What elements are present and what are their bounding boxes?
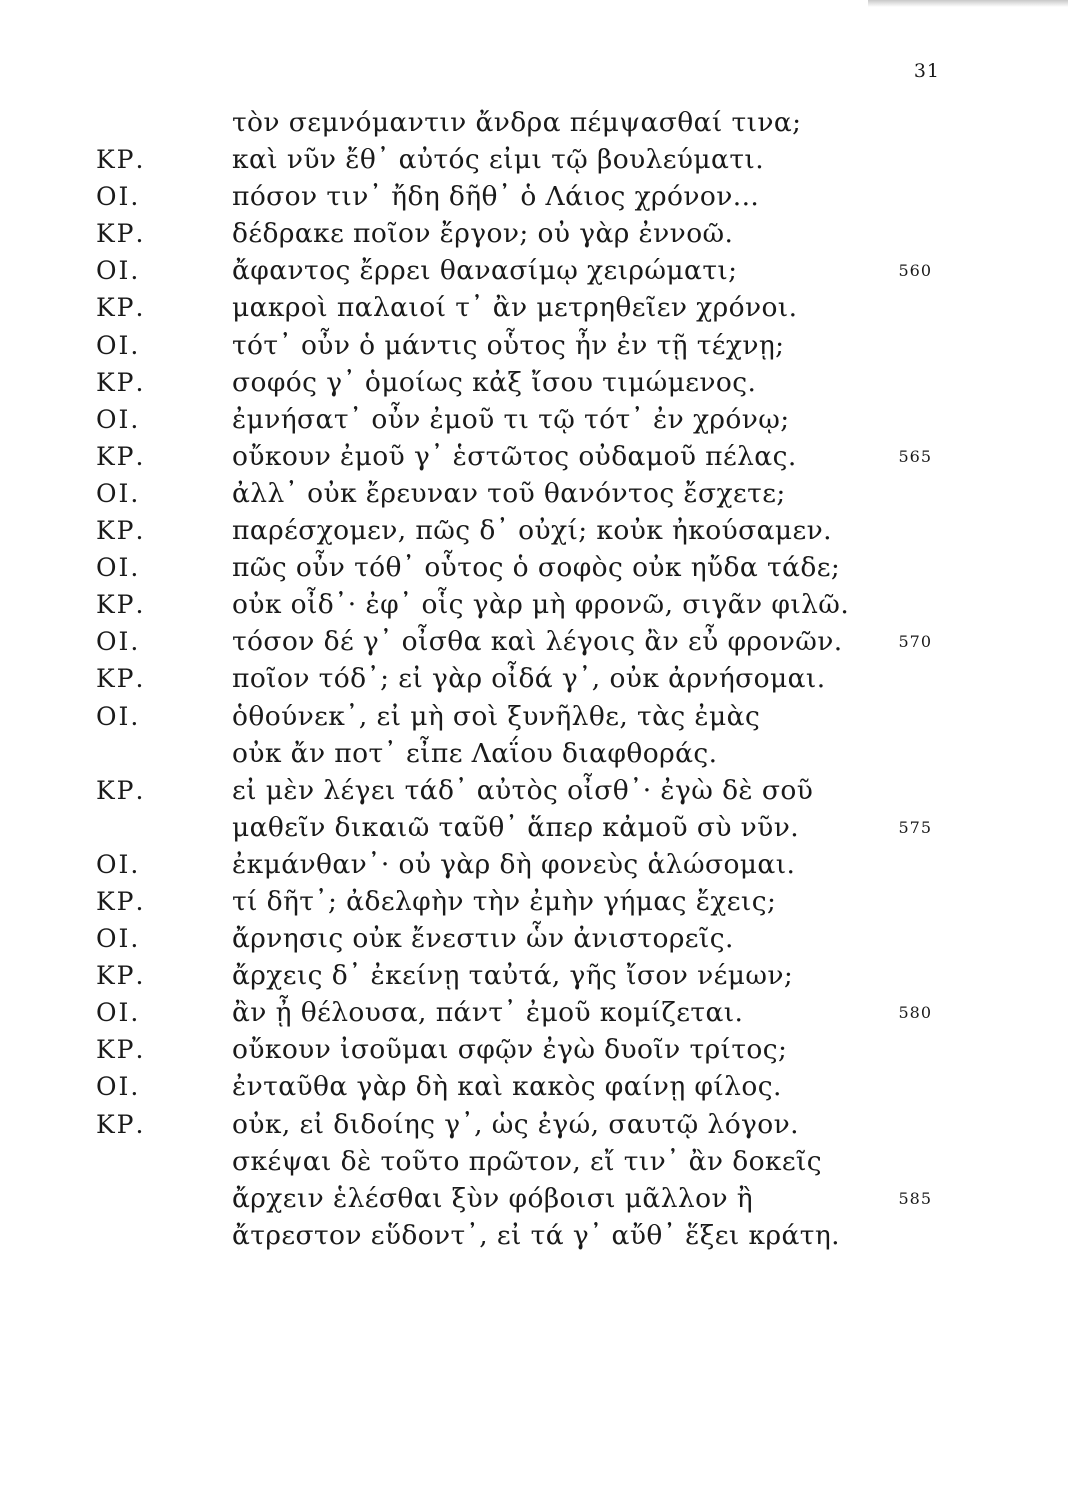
speaker-label: ΚΡ.	[96, 145, 146, 175]
verse-text: μακροὶ παλαιοί τ᾽ ἂν μετρηθεῖεν χρόνοι.	[232, 292, 798, 324]
verse-text: οὔκουν ἰσοῦμαι σφῷν ἐγὼ δυοῖν τρίτος;	[232, 1034, 788, 1066]
speaker-label: ΟΙ.	[96, 627, 141, 657]
verse-text: τὸν σεμνόμαντιν ἄνδρα πέμψασθαί τινα;	[232, 107, 802, 138]
verse-line	[0, 883, 1068, 920]
verse-line	[0, 994, 1068, 1031]
speaker-label: ΚΡ.	[96, 775, 146, 805]
verse-text: σκέψαι δὲ τοῦτο πρῶτον, εἴ τιν᾽ ἂν δοκεῖς	[232, 1145, 823, 1177]
verse-text: οὔκουν ἐμοῦ γ᾽ ἑστῶτος οὐδαμοῦ πέλας.	[232, 440, 797, 472]
speaker-label: ΟΙ.	[96, 998, 141, 1028]
verse-text: ὁθούνεκ᾽, εἰ μὴ σοὶ ξυνῆλθε, τὰς ἐμὰς	[232, 700, 761, 732]
verse-line	[0, 401, 1068, 438]
verse-block	[0, 104, 1068, 1254]
verse-line	[0, 957, 1068, 994]
verse-text: ἂν ᾖ θέλουσα, πάντ᾽ ἐμοῦ κομίζεται.	[232, 997, 744, 1029]
verse-line	[0, 846, 1068, 883]
verse-line	[0, 178, 1068, 215]
verse-line	[0, 698, 1068, 735]
page-top-edge-shadow	[868, 0, 1068, 7]
verse-text: ἀλλ᾽ οὐκ ἔρευναν τοῦ θανόντος ἔσχετε;	[232, 477, 786, 509]
verse-text: οὐκ ἄν ποτ᾽ εἶπε Λαΐου διαφθοράς.	[232, 737, 718, 769]
speaker-label: ΚΡ.	[96, 219, 146, 249]
verse-text: ἄφαντος ἔρρει θανασίμῳ χειρώματι;	[232, 255, 738, 287]
verse-line	[0, 1180, 1068, 1217]
verse-text: δέδρακε ποῖον ἔργον; οὐ γὰρ ἐννοῶ.	[232, 218, 734, 250]
speaker-label: ΚΡ.	[96, 1109, 146, 1139]
verse-text: οὐκ, εἰ διδοίης γ᾽, ὡς ἐγώ, σαυτῷ λόγον.	[232, 1108, 799, 1140]
verse-line	[0, 327, 1068, 364]
verse-text: ἐμνήσατ᾽ οὖν ἐμοῦ τι τῷ τότ᾽ ἐν χρόνῳ;	[232, 403, 790, 435]
speaker-label: ΟΙ.	[96, 924, 141, 954]
line-number: 565	[898, 446, 932, 466]
verse-line	[0, 772, 1068, 809]
speaker-label: ΚΡ.	[96, 590, 146, 620]
line-number: 575	[898, 817, 932, 837]
verse-line	[0, 364, 1068, 401]
verse-text: μαθεῖν δικαιῶ ταῦθ᾽ ἅπερ κἀμοῦ σὺ νῦν.	[232, 811, 800, 843]
verse-text: ἄτρεστον εὕδοντ᾽, εἰ τά γ᾽ αὔθ᾽ ἕξει κράτη.	[232, 1219, 840, 1251]
verse-text: ἄρχεις δ᾽ ἐκείνῃ ταὐτά, γῆς ἴσον νέμων;	[232, 960, 794, 992]
verse-line	[0, 623, 1068, 660]
speaker-label: ΟΙ.	[96, 553, 141, 583]
verse-line	[0, 735, 1068, 772]
verse-line	[0, 549, 1068, 586]
verse-line	[0, 660, 1068, 697]
speaker-label: ΟΙ.	[96, 256, 141, 286]
verse-line	[0, 586, 1068, 623]
verse-line	[0, 438, 1068, 475]
speaker-label: ΟΙ.	[96, 1072, 141, 1102]
speaker-label: ΟΙ.	[96, 701, 141, 731]
verse-text: τόσον δέ γ᾽ οἶσθα καὶ λέγοις ἂν εὖ φρονῶν.	[232, 626, 843, 658]
verse-line	[0, 252, 1068, 289]
verse-text: καὶ νῦν ἔθ᾽ αὐτός εἰμι τῷ βουλεύματι.	[232, 144, 765, 176]
verse-line	[0, 289, 1068, 326]
verse-text: οὐκ οἶδ᾽· ἐφ᾽ οἷς γὰρ μὴ φρονῶ, σιγᾶν φιλῶ.	[232, 589, 850, 621]
verse-line	[0, 1217, 1068, 1254]
verse-text: ἄρνησις οὐκ ἔνεστιν ὧν ἀνιστορεῖς.	[232, 923, 734, 955]
speaker-label: ΚΡ.	[96, 1035, 146, 1065]
verse-text: παρέσχομεν, πῶς δ᾽ οὐχί; κοὐκ ἠκούσαμεν.	[232, 515, 832, 547]
verse-line	[0, 1143, 1068, 1180]
speaker-label: ΚΡ.	[96, 664, 146, 694]
speaker-label: ΚΡ.	[96, 961, 146, 991]
speaker-label: ΟΙ.	[96, 182, 141, 212]
verse-line	[0, 512, 1068, 549]
line-number: 570	[898, 632, 932, 652]
verse-text: εἰ μὲν λέγει τάδ᾽ αὐτὸς οἶσθ᾽· ἐγὼ δὲ σοῦ	[232, 774, 814, 806]
line-number: 580	[898, 1003, 932, 1023]
verse-text: ἄρχειν ἑλέσθαι ξὺν φόβοισι μᾶλλον ἢ	[232, 1182, 754, 1214]
speaker-label: ΟΙ.	[96, 849, 141, 879]
speaker-label: ΚΡ.	[96, 441, 146, 471]
verse-line	[0, 475, 1068, 512]
speaker-label: ΚΡ.	[96, 886, 146, 916]
verse-line	[0, 1106, 1068, 1143]
speaker-label: ΟΙ.	[96, 330, 141, 360]
verse-line	[0, 141, 1068, 178]
speaker-label: ΚΡ.	[96, 293, 146, 323]
verse-line	[0, 1068, 1068, 1105]
verse-text: σοφός γ᾽ ὁμοίως κἀξ ἴσου τιμώμενος.	[232, 366, 757, 398]
speaker-label: ΚΡ.	[96, 516, 146, 546]
line-number: 560	[898, 261, 932, 281]
verse-text: τί δῆτ᾽; ἀδελφὴν τὴν ἐμὴν γήμας ἔχεις;	[232, 885, 777, 917]
speaker-label: ΟΙ.	[96, 404, 141, 434]
verse-text: τότ᾽ οὖν ὁ μάντις οὗτος ἦν ἐν τῇ τέχνῃ;	[232, 329, 785, 361]
verse-text: ἐκμάνθαν᾽· οὐ γὰρ δὴ φονεὺς ἁλώσομαι.	[232, 848, 796, 880]
verse-text: πῶς οὖν τόθ᾽ οὗτος ὁ σοφὸς οὐκ ηὔδα τάδε;	[232, 552, 841, 584]
verse-text: ἐνταῦθα γὰρ δὴ καὶ κακὸς φαίνῃ φίλος.	[232, 1071, 782, 1103]
line-number: 585	[898, 1188, 932, 1208]
verse-text: ποῖον τόδ᾽; εἰ γὰρ οἶδά γ᾽, οὐκ ἀρνήσομαι.	[232, 663, 826, 695]
verse-text: πόσον τιν᾽ ἤδη δῆθ᾽ ὁ Λάιος χρόνον...	[232, 181, 760, 213]
verse-line	[0, 809, 1068, 846]
speaker-label: ΚΡ.	[96, 367, 146, 397]
verse-line	[0, 1031, 1068, 1068]
verse-line	[0, 104, 1068, 141]
verse-line	[0, 215, 1068, 252]
verse-line	[0, 920, 1068, 957]
page-number: 31	[913, 60, 940, 82]
speaker-label: ΟΙ.	[96, 478, 141, 508]
